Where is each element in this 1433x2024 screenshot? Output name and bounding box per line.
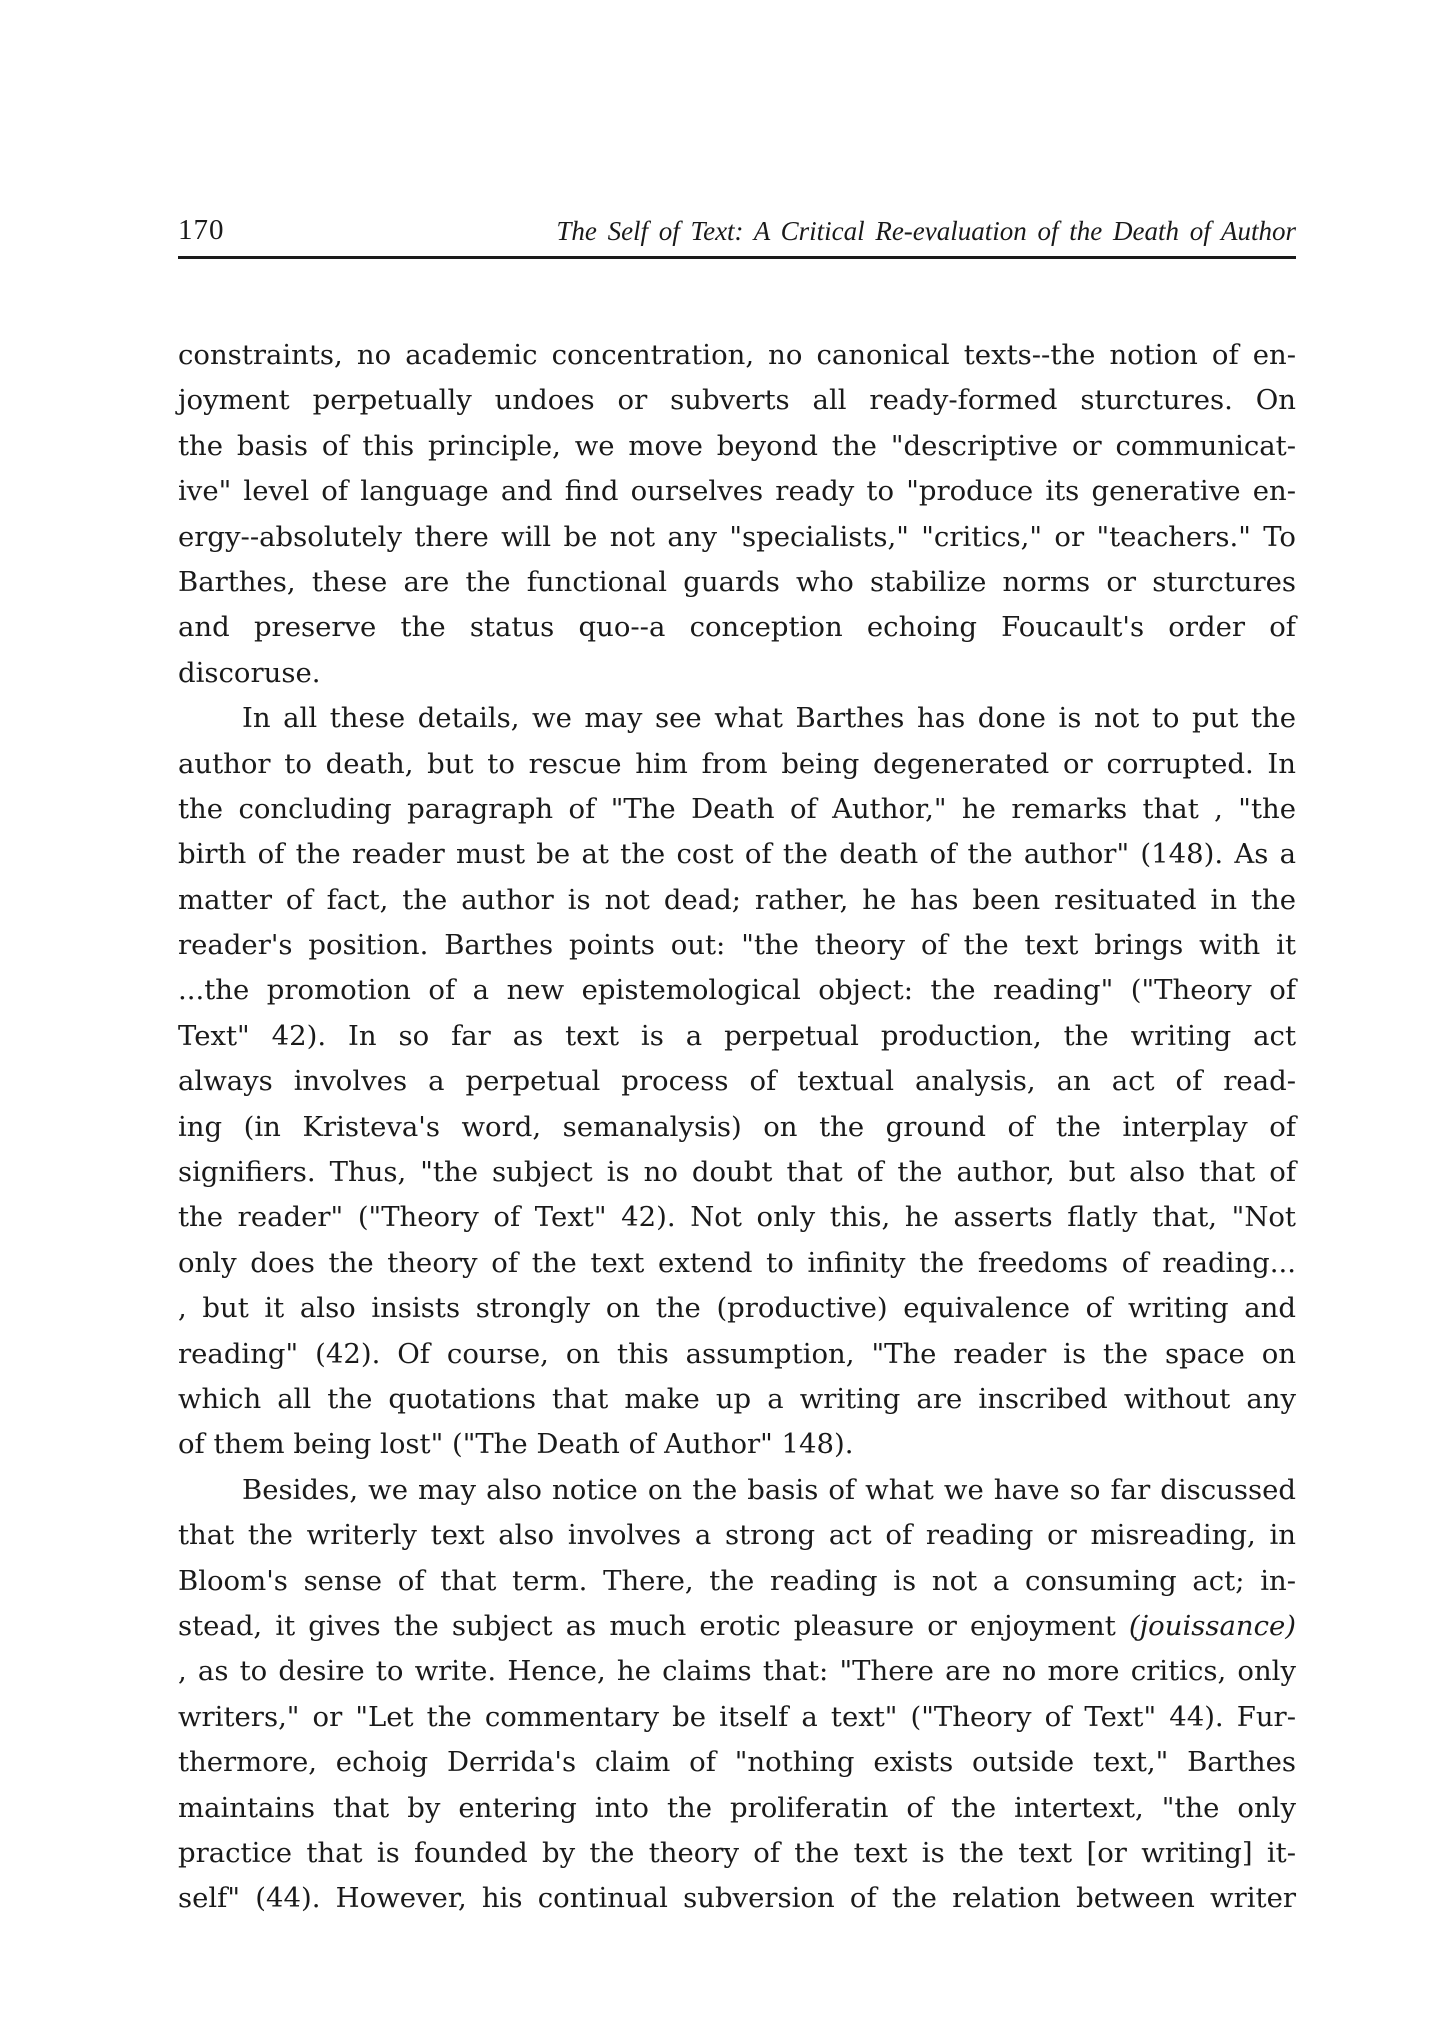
- text-line: Barthes, these are the functional guards who stabilize norms or sturctures: [178, 565, 1296, 598]
- text-line: only does the theory of the text extend to infinity the freedoms of reading...: [178, 1246, 1296, 1279]
- text-line: self" (44). However, his continual subversion of the relation between writer: [178, 1882, 1296, 1915]
- text-line: Besides, we may also notice on the basis of what we have so far discussed: [242, 1473, 1296, 1506]
- text-line: ...the promotion of a new epistemological object: the reading" ("Theory of: [178, 974, 1296, 1007]
- text-line: In all these details, we may see what Barthes has done is not to put the: [242, 702, 1296, 735]
- text-line: , as to desire to write. Hence, he claims that: "There are no more critics, only: [178, 1655, 1296, 1688]
- text-line: [178, 1604, 1296, 1649]
- text-line: ing (in Kristeva's word, semanalysis) on the ground of the interplay of: [178, 1110, 1296, 1143]
- text-line: joyment perpetually undoes or subverts all ready-formed sturctures. On: [178, 384, 1296, 417]
- text-line: matter of fact, the author is not dead; rather, he has been resituated in the: [178, 883, 1296, 916]
- text-line: ergy--absolutely there will be not any "specialists," "critics," or "teachers." To: [178, 520, 1296, 553]
- text-line: reader's position. Barthes points out: "the theory of the text brings with it: [178, 929, 1296, 962]
- text-line: ive" level of language and find ourselves ready to "produce its generative en-: [178, 475, 1296, 508]
- text-line: signifiers. Thus, "the subject is no doubt that of the author, but also that of: [178, 1156, 1296, 1189]
- page-number: 170: [178, 214, 225, 246]
- text-line: discoruse.: [178, 656, 321, 689]
- text-line: and preserve the status quo--a conception echoing Foucault's order of: [178, 611, 1296, 644]
- text-line: author to death, but to rescue him from being degenerated or corrupted. In: [178, 747, 1296, 780]
- text-line-part: stead, it gives the subject as much erotic pleasure or enjoyment: [178, 1609, 1116, 1642]
- text-line: the reader" ("Theory of Text" 42). Not only this, he asserts flatly that, "Not: [178, 1201, 1296, 1234]
- text-line: practice that is founded by the theory of the text is the text [or writing] it-: [178, 1836, 1296, 1869]
- text-line: Text" 42). In so far as text is a perpetual production, the writing act: [178, 1019, 1296, 1052]
- header-rule: [178, 256, 1296, 259]
- text-line: of them being lost" ("The Death of Author" 148).: [178, 1428, 854, 1461]
- text-line: constraints, no academic concentration, no canonical texts--the notion of en-: [178, 339, 1296, 371]
- text-line: the basis of this principle, we move beyond the "descriptive or communicat-: [178, 429, 1296, 462]
- italic-term: (jouissance): [1128, 1609, 1296, 1642]
- text-line: reading" (42). Of course, on this assumption, "The reader is the space on: [178, 1337, 1296, 1370]
- text-line: the concluding paragraph of "The Death of Author," he remarks that , "the: [178, 792, 1296, 825]
- text-line: always involves a perpetual process of textual analysis, an act of read-: [178, 1065, 1296, 1098]
- text-line: , but it also insists strongly on the (productive) equivalence of writing and: [178, 1292, 1296, 1325]
- text-line: maintains that by entering into the proliferatin of the intertext, "the only: [178, 1791, 1296, 1824]
- text-line: birth of the reader must be at the cost of the death of the author" (148). As a: [178, 838, 1296, 871]
- text-line: thermore, echoig Derrida's claim of "nothing exists outside text," Barthes: [178, 1746, 1296, 1779]
- text-line: that the writerly text also involves a strong act of reading or misreading, in: [178, 1519, 1296, 1552]
- running-head: [178, 214, 1296, 254]
- text-line: writers," or "Let the commentary be itself a text" ("Theory of Text" 44). Fur-: [178, 1700, 1296, 1733]
- body-text: [178, 333, 1296, 1922]
- text-line: which all the quotations that make up a writing are inscribed without any: [178, 1382, 1296, 1415]
- running-title: The Self of Text: A Critical Re-evaluation of the Death of Author: [556, 216, 1296, 246]
- text-line: Bloom's sense of that term. There, the reading is not a consuming act; in-: [178, 1564, 1296, 1597]
